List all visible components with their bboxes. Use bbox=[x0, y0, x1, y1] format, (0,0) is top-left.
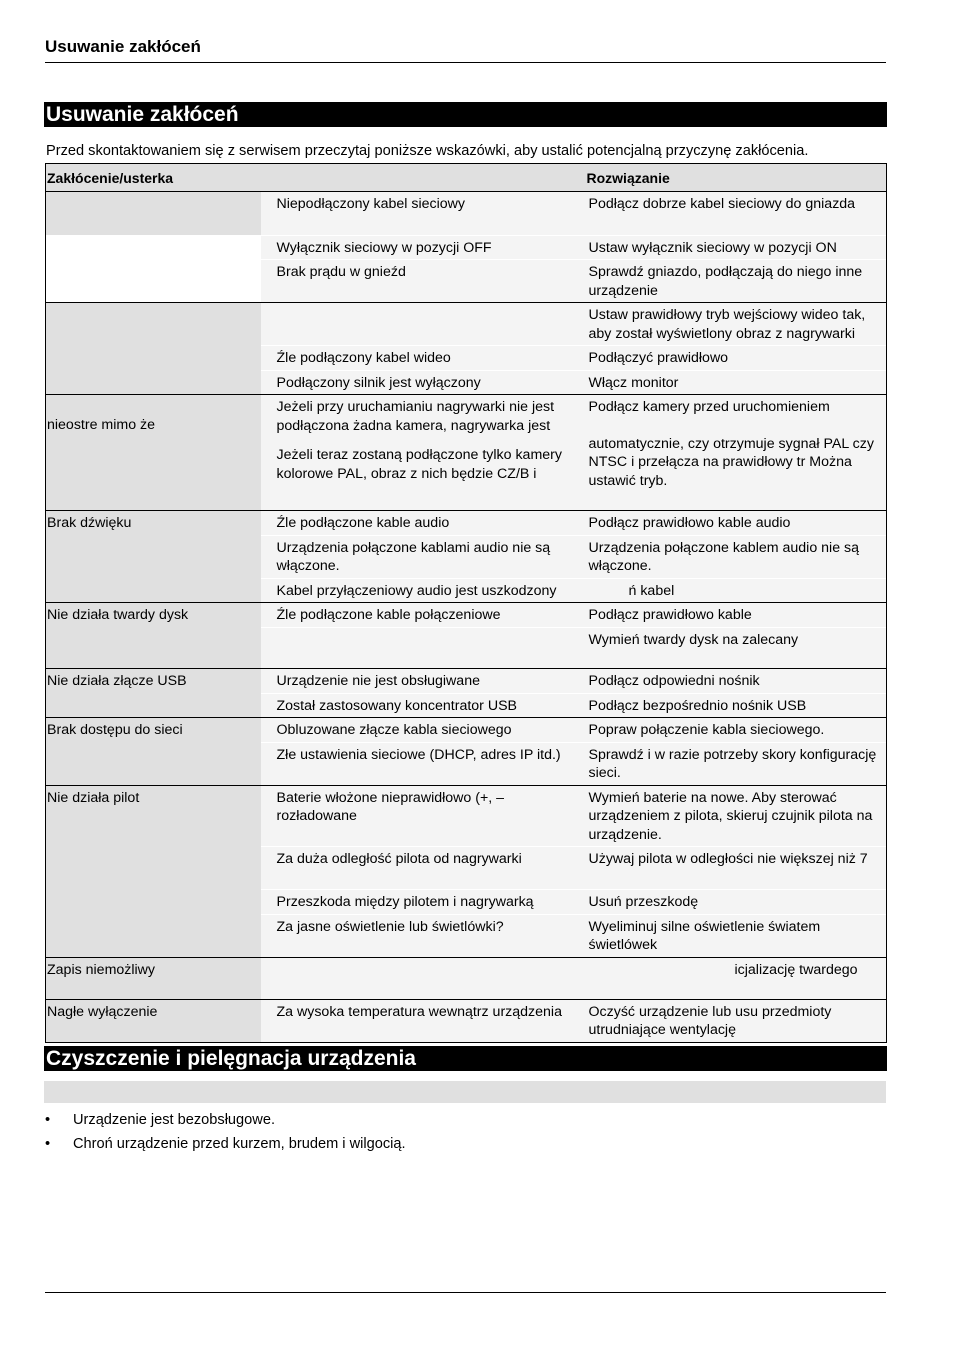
cell-cause: Za jasne oświetlenie lub świetlówki? bbox=[261, 914, 581, 957]
intro-paragraph: Przed skontaktowaniem się z serwisem przeczytaj poniższe wskazówki, aby ustalić potencjalną przyczynę zakłócenia. bbox=[46, 143, 809, 159]
header-fault: Zakłócenie/usterka bbox=[46, 164, 261, 192]
section-title-cleaning: Czyszczenie i pielęgnacja urządzenia bbox=[44, 1046, 887, 1071]
table-header-row bbox=[46, 164, 887, 192]
table-row bbox=[46, 693, 887, 718]
cell-solution: Podłącz prawidłowo kable audio bbox=[581, 511, 887, 536]
table-row bbox=[46, 847, 887, 890]
table-row bbox=[46, 603, 887, 628]
cell-solution: Usuń przeszkodę bbox=[581, 890, 887, 915]
cell-solution: Używaj pilota w odległości nie większej niż 7 bbox=[581, 847, 887, 890]
cell-cause bbox=[261, 957, 581, 999]
cell-fault bbox=[46, 260, 261, 303]
cell-solution: Sprawdź gniazdo, podłączają do niego inne urządzenie bbox=[581, 260, 887, 303]
cell-fault bbox=[46, 847, 261, 890]
table-row bbox=[46, 235, 887, 260]
cell-cause: Baterie włożone nieprawidłowo (+, – rozładowane bbox=[261, 785, 581, 847]
table-row bbox=[46, 260, 887, 303]
table-row bbox=[46, 718, 887, 743]
cell-cause: Niepodłączony kabel sieciowy bbox=[261, 192, 581, 236]
cell-solution bbox=[581, 395, 887, 511]
cell-fault bbox=[46, 914, 261, 957]
cell-cause: Podłączony silnik jest wyłączony bbox=[261, 370, 581, 395]
cell-solution: ń kabel bbox=[581, 578, 887, 603]
cell-solution: Urządzenia połączone kablem audio nie są włączone. bbox=[581, 535, 887, 578]
cell-fault bbox=[46, 370, 261, 395]
cell-fault bbox=[46, 535, 261, 578]
cell-cause: Źle podłączony kabel wideo bbox=[261, 346, 581, 371]
cell-solution: Popraw połączenie kabla sieciowego. bbox=[581, 718, 887, 743]
header-solution: Rozwiązanie bbox=[581, 164, 887, 192]
table-row bbox=[46, 914, 887, 957]
table-row bbox=[46, 303, 887, 346]
table-row bbox=[46, 511, 887, 536]
cell-cause: Za wysoka temperatura wewnątrz urządzenia bbox=[261, 999, 581, 1042]
table-row bbox=[46, 669, 887, 694]
table-row bbox=[46, 535, 887, 578]
cell-fault: Brak dostępu do sieci bbox=[46, 718, 261, 743]
header-cause bbox=[261, 164, 581, 192]
table-row bbox=[46, 999, 887, 1042]
cell-solution: Podłącz bezpośrednio nośnik USB bbox=[581, 693, 887, 718]
cell-fault: Nie działa pilot bbox=[46, 785, 261, 847]
cell-cause bbox=[261, 395, 581, 511]
cell-solution: Włącz monitor bbox=[581, 370, 887, 395]
cell-cause bbox=[261, 627, 581, 669]
table-row bbox=[46, 785, 887, 847]
cell-fault: Zapis niemożliwy bbox=[46, 957, 261, 999]
table-row bbox=[46, 890, 887, 915]
cell-cause: Wyłącznik sieciowy w pozycji OFF bbox=[261, 235, 581, 260]
cell-fault bbox=[46, 693, 261, 718]
cell-cause: Urządzenie nie jest obsługiwane bbox=[261, 669, 581, 694]
cell-fault bbox=[46, 890, 261, 915]
list-item bbox=[45, 1132, 406, 1156]
cell-solution: Podłącz dobrze kabel sieciowy do gniazda bbox=[581, 192, 887, 236]
cell-fault bbox=[46, 346, 261, 371]
cell-fault: Nagłe wyłączenie bbox=[46, 999, 261, 1042]
cell-fault: Nie działa twardy dysk bbox=[46, 603, 261, 628]
troubleshooting-table bbox=[45, 163, 887, 1043]
table-row bbox=[46, 346, 887, 371]
cell-solution: Wyeliminuj silne oświetlenie światem świetlówek bbox=[581, 914, 887, 957]
list-item-text: Urządzenie jest bezobsługowe. bbox=[73, 1112, 275, 1128]
footer-divider bbox=[45, 1292, 886, 1293]
list-item bbox=[45, 1108, 406, 1132]
cell-solution: Sprawdź i w razie potrzeby skory konfigurację sieci. bbox=[581, 742, 887, 785]
cell-cause: Kabel przyłączeniowy audio jest uszkodzony bbox=[261, 578, 581, 603]
care-list bbox=[45, 1108, 406, 1156]
table-row bbox=[46, 742, 887, 785]
cell-fault bbox=[46, 192, 261, 236]
cell-solution: Podłączyć prawidłowo bbox=[581, 346, 887, 371]
table-row bbox=[46, 370, 887, 395]
cell-fault bbox=[46, 742, 261, 785]
cell-fault: nieostre mimo że bbox=[46, 395, 261, 511]
cell-fault bbox=[46, 578, 261, 603]
table-row bbox=[46, 627, 887, 669]
table-row bbox=[46, 957, 887, 999]
cell-cause: Przeszkoda między pilotem i nagrywarką bbox=[261, 890, 581, 915]
solution-paragraph: automatycznie, czy otrzymuje sygnał PAL czy NTSC i przełącza na prawidłowy tr Można ustawić tryb. bbox=[588, 435, 874, 489]
list-item-text: Chroń urządzenie przed kurzem, brudem i wilgocią. bbox=[73, 1136, 406, 1152]
cell-solution: icjalizację twardego bbox=[581, 957, 887, 999]
cell-solution: Ustaw wyłącznik sieciowy w pozycji ON bbox=[581, 235, 887, 260]
cell-solution: Podłącz prawidłowo kable bbox=[581, 603, 887, 628]
cell-cause: Został zastosowany koncentrator USB bbox=[261, 693, 581, 718]
header-divider bbox=[45, 62, 886, 63]
cause-paragraph: Jeżeli teraz zostaną podłączone tylko kamery kolorowe PAL, obraz z nich będzie CZ/B i bbox=[276, 447, 562, 482]
cell-solution: Oczyść urządzenie lub usu przedmioty utrudniające wentylację bbox=[581, 999, 887, 1042]
cell-cause: Urządzenia połączone kablami audio nie są włączone. bbox=[261, 535, 581, 578]
cause-paragraph: Jeżeli przy uruchamianiu nagrywarki nie jest podłączona żadna kamera, nagrywarka jest bbox=[276, 399, 555, 434]
cell-cause: Źle podłączone kable połączeniowe bbox=[261, 603, 581, 628]
table-row bbox=[46, 395, 887, 511]
page-header-title: Usuwanie zakłóceń bbox=[45, 37, 201, 56]
cell-cause bbox=[261, 303, 581, 346]
cell-fault bbox=[46, 627, 261, 669]
cell-solution: Wymień twardy dysk na zalecany bbox=[581, 627, 887, 669]
section-title-troubleshooting: Usuwanie zakłóceń bbox=[44, 102, 887, 127]
cell-cause: Złe ustawienia sieciowe (DHCP, adres IP itd.) bbox=[261, 742, 581, 785]
cell-fault bbox=[46, 235, 261, 260]
cell-fault: Nie działa złącze USB bbox=[46, 669, 261, 694]
cell-cause: Za duża odległość pilota od nagrywarki bbox=[261, 847, 581, 890]
care-subheader-bar bbox=[44, 1081, 886, 1103]
cell-solution: Podłącz odpowiedni nośnik bbox=[581, 669, 887, 694]
cell-fault: Brak dźwięku bbox=[46, 511, 261, 536]
cell-solution: Wymień baterie na nowe. Aby sterować urządzeniem z pilota, skieruj czujnik pilota na urządzenie. bbox=[581, 785, 887, 847]
bullet-icon: • bbox=[45, 1136, 51, 1152]
cell-cause: Obluzowane złącze kabla sieciowego bbox=[261, 718, 581, 743]
table-row bbox=[46, 578, 887, 603]
bullet-icon: • bbox=[45, 1112, 51, 1128]
cell-cause: Brak prądu w gnieźd bbox=[261, 260, 581, 303]
table-row bbox=[46, 192, 887, 236]
cell-cause: Źle podłączone kable audio bbox=[261, 511, 581, 536]
solution-paragraph: Podłącz kamery przed uruchomieniem bbox=[588, 399, 830, 415]
cell-fault bbox=[46, 303, 261, 346]
cell-solution: Ustaw prawidłowy tryb wejściowy wideo tak, aby został wyświetlony obraz z nagrywarki bbox=[581, 303, 887, 346]
